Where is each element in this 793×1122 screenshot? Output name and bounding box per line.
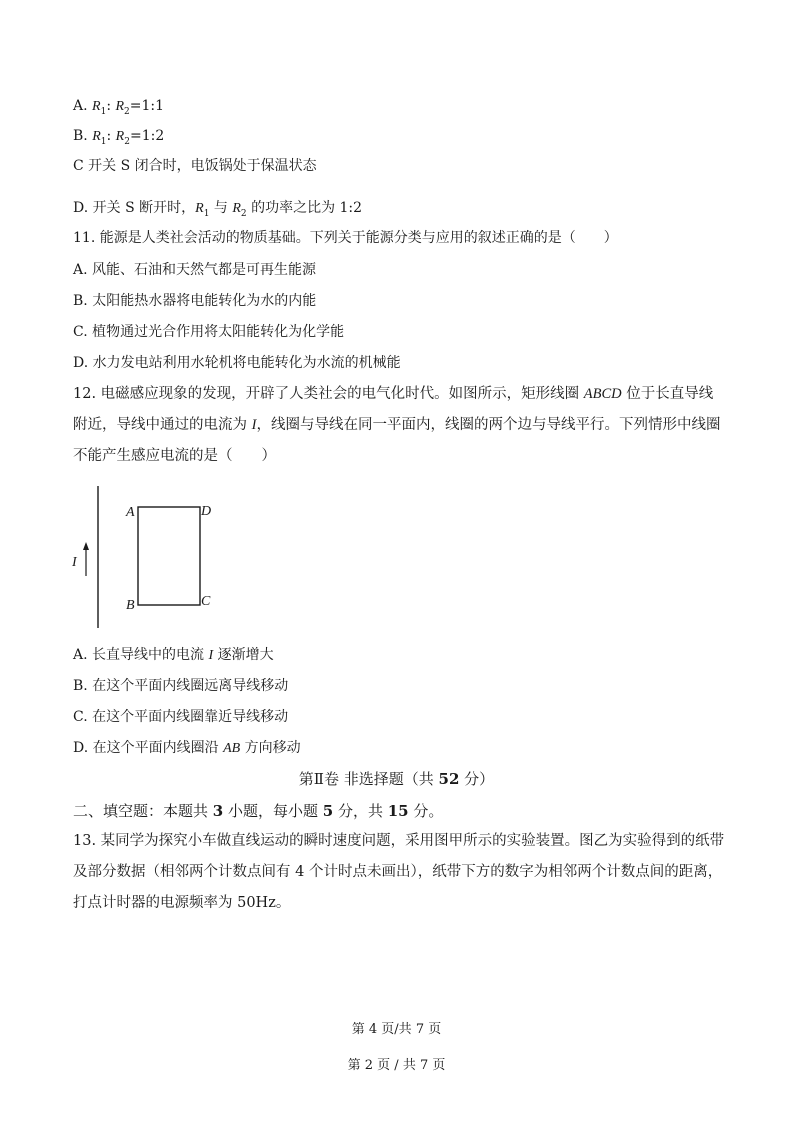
q11-stem: 11. 能源是人类社会活动的物质基础。下列关于能源分类与应用的叙述正确的是（ ） [73,230,618,246]
corner-label-b: B [126,598,135,613]
current-arrow-head [83,542,89,550]
q12-figure [60,482,230,632]
corner-label-c: C [201,594,211,609]
q10-option-a: A. $R_1$: $R_2=1:1$ [73,98,165,117]
inner-page-footer: 第 4 页/共 7 页 [351,1022,442,1037]
corner-label-a: A [126,505,135,520]
q11-option-d: D. 水力发电站利用水轮机将电能转化为水流的机械能 [73,355,401,371]
q10-option-b: B. $R_1$: $R_2=1:2$ [73,128,165,147]
q11-option-c: C. 植物通过光合作用将太阳能转化为化学能 [73,324,345,340]
q10-option-c: C 开关 S 闭合时，电饭锅处于保温状态 [73,158,317,174]
section-subtitle: 二、填空题：本题共 3 小题，每小题 5 分，共 15 分。 [73,802,444,820]
q10-option-d: D. 开关 S 断开时，$R_1$ 与 $R_2$ 的功率之比为 1:2 [73,200,363,219]
q11-option-a: A. 风能、石油和天然气都是可再生能源 [73,262,317,278]
corner-label-d: D [201,504,212,519]
q11-option-b: B. 太阳能热水器将电能转化为水的内能 [73,293,317,309]
current-label: I [72,555,77,570]
q12-option-a: A. 长直导线中的电流 I 逐渐增大 [73,647,274,663]
rectangular-coil [138,507,200,605]
q12-stem: 12. 电磁感应现象的发现，开辟了人类社会的电气化时代。如图所示，矩形线圈 ABCD 位于长直导线附近，导线中通过的电流为 I，线圈与导线在同一平面内，线圈的两个边与导线平行。下列情形中线圈不能产生感应电流的是（ ） [73,386,721,464]
section-title: 第Ⅱ卷 非选择题（共 52 分） [298,770,495,788]
q12-option-c: C. 在这个平面内线圈靠近导线移动 [73,709,289,725]
q12-option-d: D. 在这个平面内线圈沿 AB 方向移动 [73,740,301,756]
page-footer: 第 2 页 / 共 7 页 [347,1058,446,1073]
q13-text: 13. 某同学为探究小车做直线运动的瞬时速度问题，采用图甲所示的实验装置。图乙为实验得到的纸带及部分数据（相邻两个计数点间有 4 个计时点未画出），纸带下方的数字为相邻两个计数点间的距离，打点计时器的电源频率为 50Hz。 [73,833,725,911]
q12-option-b: B. 在这个平面内线圈远离导线移动 [73,678,289,694]
